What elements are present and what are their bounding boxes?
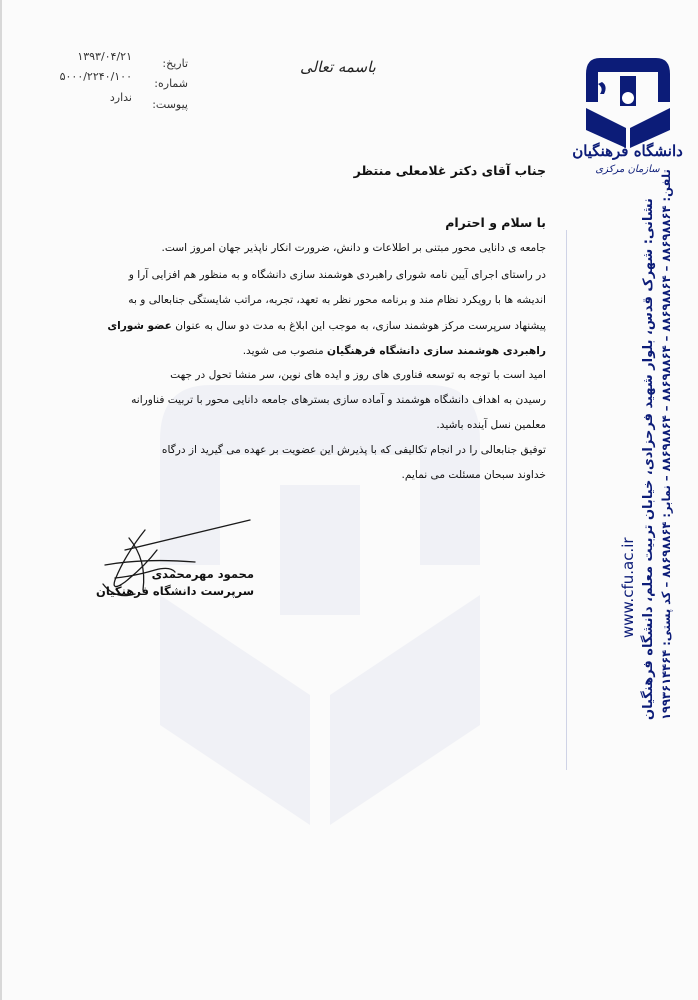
paragraph-2-line-3-bold: عضو شورای: [107, 320, 172, 332]
paragraph-2-line-2: اندیشه ها با رویکرد نظام مند و برنامه محور نظر به تعهد، تجربه، مراتب شایستگی جنابعالی و به: [128, 294, 546, 306]
address-line: نشانی: شهرک قدس، بلوار شهید فرحزادی، خیابان تربیت معلم، دانشگاه فرهنگیان: [641, 198, 656, 720]
paragraph-2-line-1: در راستای اجرای آیین نامه شورای راهبردی هوشمند سازی دانشگاه و به منظور هم افزایی آرا و: [128, 269, 546, 281]
recipient-line: جناب آقای دکتر غلامعلی منتظر: [353, 163, 546, 178]
bismillah-heading: باسمه تعالی: [300, 58, 376, 76]
page-edge-left: [0, 0, 2, 1000]
paragraph-4-line-1: توفیق جنابعالی را در انجام تکالیفی که با پذیرش این عضویت بر عهده می گیرید از درگاه: [161, 444, 546, 456]
paragraph-2-line-3-text: پیشنهاد سرپرست مرکز هوشمند سازی، به موجب این ابلاغ به مدت دو سال به عنوان: [175, 320, 546, 332]
logo-subtitle: سازمان مرکزی: [595, 164, 660, 175]
attachment-value: ندارد: [109, 91, 132, 104]
signatory-name: محمود مهرمحمدی: [151, 567, 254, 581]
website-link[interactable]: www.cfu.ac.ir: [619, 537, 637, 638]
signatory-title: سرپرست دانشگاه فرهنگیان: [96, 584, 254, 598]
paragraph-2-line-3: [107, 313, 546, 339]
paragraph-3-line-1: امید است با توجه به توسعه فناوری های روز و ایده های نوین، سر منشا تحول در جهت: [170, 369, 546, 381]
paragraph-3-line-3: معلمین نسل آینده باشید.: [436, 419, 546, 431]
number-label: شماره:: [154, 77, 188, 90]
date-label: تاریخ:: [162, 57, 188, 70]
attachment-label: پیوست:: [152, 98, 188, 111]
logo-title: دانشگاه فرهنگیان: [572, 142, 683, 160]
strip-divider: [566, 230, 567, 770]
paragraph-2-line-4-bold: راهبردی هوشمند سازی دانشگاه فرهنگیان: [327, 345, 546, 357]
date-value: ۱۳۹۳/۰۴/۲۱: [77, 50, 132, 63]
paragraph-2-line-4: [243, 338, 546, 364]
paragraph-4-line-2: خداوند سبحان مسئلت می نمایم.: [401, 469, 546, 481]
paragraph-2-line-4-text: منصوب می شوید.: [242, 345, 324, 357]
paragraph-3-line-2: رسیدن به اهداف دانشگاه هوشمند و آماده سازی بسترهای جامعه دانایی محور با تربیت فناورانه: [131, 394, 546, 406]
paragraph-1-line-1: جامعه ی دانایی محور مبتنی بر اطلاعات و دانش، ضرورت انکار ناپذیر جهان امروز است.: [161, 242, 546, 254]
number-value: ۵۰۰۰/۲۲۴۰/۱۰۰: [59, 70, 132, 83]
phone-line: تلفن: ۸۸۶۹۸۸۶۴ – ۸۸۶۹۸۸۶۴ – ۸۸۶۹۸۸۶۴ – ۸۸۶۹۸۸۶۴ – نمابر: ۸۸۶۹۸۸۶۴ – کد پستی: ۱۹۹۳۶۱۴۴۶۴: [659, 169, 673, 720]
greeting-line: با سلام و احترام: [445, 215, 546, 230]
